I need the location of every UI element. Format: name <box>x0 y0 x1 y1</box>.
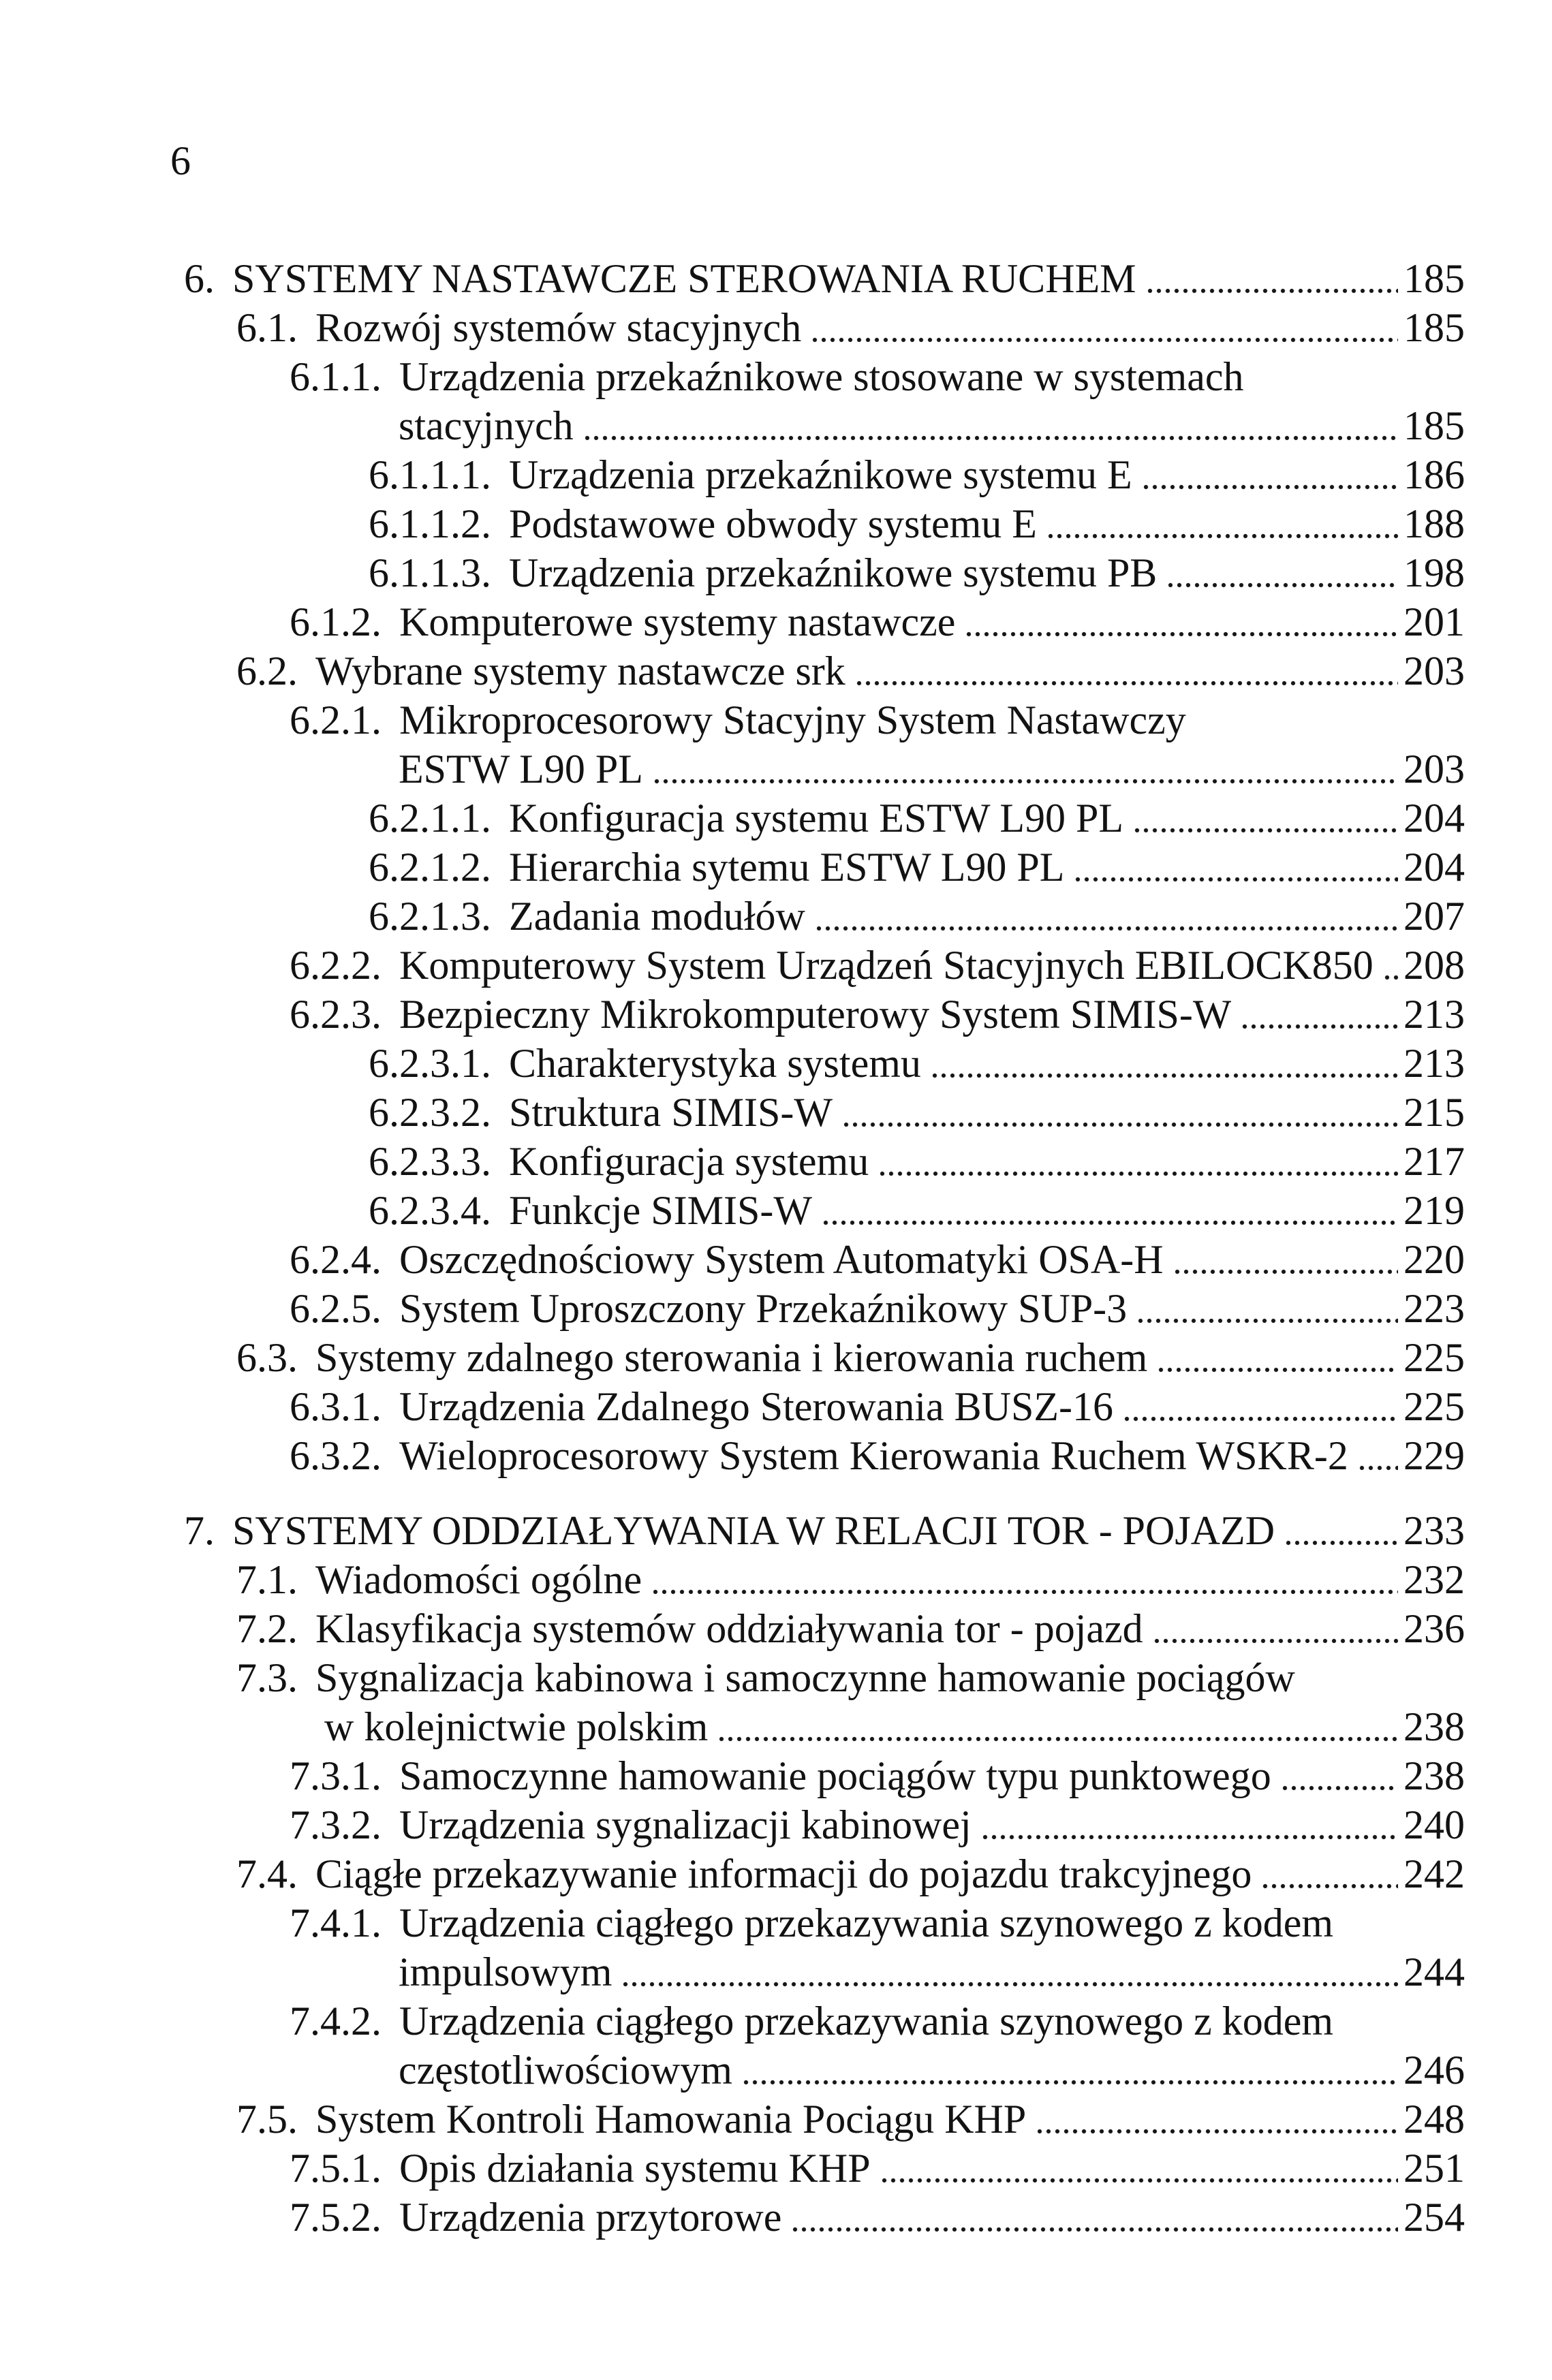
toc-entry <box>369 499 1465 548</box>
page-ref: 185 <box>1403 256 1465 301</box>
entry-number: 6.3.1. <box>290 1384 382 1429</box>
toc-entry <box>369 892 1465 941</box>
entry-title: Klasyfikacja systemów oddziaływania tor - pojazd <box>315 1606 1143 1651</box>
entry-number: 6.2.3.4. <box>369 1188 491 1233</box>
toc-entry <box>290 1284 1465 1333</box>
dot-leader <box>1136 1284 1398 1333</box>
entry-number: 6.2.1.3. <box>369 894 491 939</box>
entry-title: stacyjnych <box>399 403 574 448</box>
entry-number: 7.3. <box>236 1655 298 1700</box>
toc-entry <box>236 1333 1465 1382</box>
dot-leader <box>1281 1751 1398 1800</box>
entry-title: Opis działania systemu KHP <box>399 2146 871 2191</box>
toc-entry <box>236 1653 1465 1702</box>
entry-number: 7.4. <box>236 1851 298 1896</box>
toc-entry <box>369 1039 1465 1088</box>
entry-number: 6.2.1.2. <box>369 845 491 890</box>
toc-entry <box>290 1382 1465 1431</box>
dot-leader <box>815 892 1398 941</box>
toc-entry <box>236 2095 1465 2144</box>
page-ref: 246 <box>1403 2048 1465 2093</box>
page-ref: 207 <box>1403 894 1465 939</box>
entry-title: Konfiguracja systemu ESTW L90 PL <box>509 796 1124 841</box>
page-ref: 238 <box>1403 1753 1465 1798</box>
dot-leader <box>1284 1506 1398 1555</box>
entry-number: 6.1.1.3. <box>369 550 491 595</box>
page-ref: 223 <box>1403 1286 1465 1331</box>
entry-title: Urządzenia sygnalizacji kabinowej <box>399 1802 972 1847</box>
dot-leader <box>981 1800 1398 1849</box>
dot-leader <box>855 646 1398 695</box>
toc-entry <box>290 990 1465 1039</box>
entry-title: Komputerowe systemy nastawcze <box>399 599 956 644</box>
page-ref: 251 <box>1403 2146 1465 2191</box>
entry-number: 6.1.2. <box>290 599 382 644</box>
entry-title: Rozwój systemów stacyjnych <box>315 305 802 350</box>
toc-entry-continuation <box>399 745 1465 794</box>
page-ref: 225 <box>1403 1384 1465 1429</box>
toc-entry <box>290 941 1465 990</box>
entry-title: Ciągłe przekazywanie informacji do pojazdu trakcyjnego <box>315 1851 1252 1896</box>
dot-leader <box>791 2193 1398 2242</box>
entry-title: impulsowym <box>399 1950 612 1994</box>
page-ref: 204 <box>1403 796 1465 841</box>
toc-entry-continuation <box>399 2046 1465 2095</box>
page-ref: 248 <box>1403 2097 1465 2142</box>
entry-number: 7.1. <box>236 1557 298 1602</box>
entry-title: Urządzenia przekaźnikowe systemu PB <box>509 550 1158 595</box>
entry-number: 7. <box>184 1508 215 1553</box>
toc-entry <box>290 1800 1465 1849</box>
page-number: 6 <box>170 138 191 183</box>
entry-number: 6.1.1.2. <box>369 501 491 546</box>
dot-leader <box>1133 794 1398 843</box>
toc-entry <box>369 450 1465 499</box>
page-ref: 198 <box>1403 550 1465 595</box>
page-ref: 225 <box>1403 1335 1465 1380</box>
dot-leader <box>717 1702 1398 1751</box>
toc-entry <box>184 254 1465 303</box>
entry-number: 6.2.1. <box>290 698 382 742</box>
entry-title: Konfiguracja systemu <box>509 1139 869 1184</box>
page-ref: 220 <box>1403 1237 1465 1282</box>
toc-entry <box>369 843 1465 892</box>
dot-leader <box>1074 843 1398 892</box>
dot-leader <box>1358 1431 1398 1480</box>
entry-number: 6.2.4. <box>290 1237 382 1282</box>
dot-leader <box>842 1088 1398 1137</box>
entry-number: 6. <box>184 256 215 301</box>
dot-leader <box>822 1186 1398 1235</box>
entry-title: w kolejnictwie polskim <box>324 1704 709 1749</box>
entry-number: 6.1.1.1. <box>369 452 491 497</box>
dot-leader <box>1146 254 1398 303</box>
entry-number: 6.2.3.2. <box>369 1090 491 1135</box>
dot-leader <box>1046 499 1398 548</box>
entry-number: 6.2. <box>236 648 298 693</box>
page-ref: 213 <box>1403 1041 1465 1086</box>
toc-entry <box>290 1751 1465 1800</box>
dot-leader <box>1157 1333 1398 1382</box>
toc-entry-continuation <box>399 1947 1465 1997</box>
page-ref: 236 <box>1403 1606 1465 1651</box>
toc-entry-continuation <box>399 401 1465 450</box>
toc-entry <box>290 2144 1465 2193</box>
entry-number: 7.5.1. <box>290 2146 382 2191</box>
dot-leader <box>1241 990 1398 1039</box>
dot-leader <box>653 745 1398 794</box>
entry-title: System Uproszczony Przekaźnikowy SUP-3 <box>399 1286 1128 1331</box>
toc-entry <box>290 1997 1465 2046</box>
toc-entry <box>369 1088 1465 1137</box>
entry-title: Podstawowe obwody systemu E <box>509 501 1037 546</box>
dot-leader <box>1166 548 1398 597</box>
entry-number: 6.2.2. <box>290 943 382 988</box>
entry-number: 7.5. <box>236 2097 298 2142</box>
dot-leader <box>583 401 1398 450</box>
entry-number: 6.1. <box>236 305 298 350</box>
entry-title: Sygnalizacja kabinowa i samoczynne hamowanie pociągów <box>315 1655 1295 1700</box>
toc-entry <box>290 695 1465 745</box>
table-of-contents <box>184 254 1465 2242</box>
dot-leader <box>651 1555 1398 1604</box>
entry-number: 7.4.1. <box>290 1900 382 1945</box>
entry-title: Urządzenia ciągłego przekazywania szynowego z kodem <box>399 1999 1334 2044</box>
page-ref: 204 <box>1403 845 1465 890</box>
entry-title: Wybrane systemy nastawcze srk <box>315 648 845 693</box>
entry-title: Hierarchia sytemu ESTW L90 PL <box>509 845 1065 890</box>
entry-title: Wiadomości ogólne <box>315 1557 642 1602</box>
entry-number: 7.2. <box>236 1606 298 1651</box>
page-ref: 208 <box>1403 943 1465 988</box>
toc-entry <box>236 1849 1465 1898</box>
entry-title: SYSTEMY NASTAWCZE STEROWANIA RUCHEM <box>232 256 1136 301</box>
dot-leader <box>811 303 1398 352</box>
entry-title: Mikroprocesorowy Stacyjny System Nastawczy <box>399 698 1186 742</box>
entry-number: 6.3. <box>236 1335 298 1380</box>
page-ref: 185 <box>1403 403 1465 448</box>
page-ref: 217 <box>1403 1139 1465 1184</box>
entry-title: Urządzenia ciągłego przekazywania szynowego z kodem <box>399 1900 1334 1945</box>
toc-entry <box>290 2193 1465 2242</box>
entry-title: Charakterystyka systemu <box>509 1041 921 1086</box>
entry-title: Samoczynne hamowanie pociągów typu punktowego <box>399 1753 1271 1798</box>
entry-title: Oszczędnościowy System Automatyki OSA-H <box>399 1237 1164 1282</box>
entry-number: 7.3.1. <box>290 1753 382 1798</box>
entry-number: 6.2.3.3. <box>369 1139 491 1184</box>
dot-leader <box>1153 1604 1398 1653</box>
dot-leader <box>621 1947 1398 1997</box>
page-ref: 186 <box>1403 452 1465 497</box>
entry-title: Urządzenia przekaźnikowe systemu E <box>509 452 1132 497</box>
page-ref: 240 <box>1403 1802 1465 1847</box>
entry-title: ESTW L90 PL <box>399 747 643 792</box>
entry-number: 7.4.2. <box>290 1999 382 2044</box>
toc-entry <box>236 303 1465 352</box>
page-ref: 213 <box>1403 992 1465 1037</box>
page-ref: 238 <box>1403 1704 1465 1749</box>
entry-title: Bezpieczny Mikrokomputerowy System SIMIS-W <box>399 992 1232 1037</box>
page-ref: 232 <box>1403 1557 1465 1602</box>
toc-entry <box>290 1431 1465 1480</box>
toc-entry <box>290 1235 1465 1284</box>
entry-number: 6.1.1. <box>290 354 382 399</box>
dot-leader <box>1142 450 1398 499</box>
entry-title: Urządzenia Zdalnego Sterowania BUSZ-16 <box>399 1384 1113 1429</box>
page-ref: 185 <box>1403 305 1465 350</box>
toc-entry <box>290 1898 1465 1947</box>
dot-leader <box>1123 1382 1398 1431</box>
page-ref: 215 <box>1403 1090 1465 1135</box>
page-ref: 244 <box>1403 1950 1465 1994</box>
toc-entry <box>369 1186 1465 1235</box>
entry-title: Urządzenia przytorowe <box>399 2195 782 2240</box>
dot-leader <box>1173 1235 1398 1284</box>
entry-number: 6.3.2. <box>290 1433 382 1478</box>
toc-entry-continuation <box>324 1702 1465 1751</box>
toc-entry <box>236 1555 1465 1604</box>
dot-leader <box>1036 2095 1398 2144</box>
toc-entry <box>184 1506 1465 1555</box>
dot-leader <box>1261 1849 1398 1898</box>
page-ref: 201 <box>1403 599 1465 644</box>
toc-entry <box>290 597 1465 646</box>
toc-entry <box>369 794 1465 843</box>
entry-title: Urządzenia przekaźnikowe stosowane w systemach <box>399 354 1244 399</box>
entry-number: 6.2.3.1. <box>369 1041 491 1086</box>
toc-entry <box>369 548 1465 597</box>
toc-entry <box>236 1604 1465 1653</box>
entry-number: 7.5.2. <box>290 2195 382 2240</box>
toc-entry <box>236 646 1465 695</box>
entry-number: 6.2.1.1. <box>369 796 491 841</box>
entry-title: częstotliwościowym <box>399 2048 732 2093</box>
entry-title: Zadania modułów <box>509 894 805 939</box>
dot-leader <box>880 2144 1398 2193</box>
page-ref: 219 <box>1403 1188 1465 1233</box>
dot-leader <box>931 1039 1398 1088</box>
dot-leader <box>965 597 1398 646</box>
page-ref: 229 <box>1403 1433 1465 1478</box>
toc-entry <box>290 352 1465 401</box>
page-ref: 242 <box>1403 1851 1465 1896</box>
page-ref: 203 <box>1403 747 1465 792</box>
entry-title: Komputerowy System Urządzeń Stacyjnych EBILOCK850 <box>399 943 1373 988</box>
page-ref: 233 <box>1403 1508 1465 1553</box>
entry-title: SYSTEMY ODDZIAŁYWANIA W RELACJI TOR - POJAZD <box>232 1508 1275 1553</box>
entry-title: Struktura SIMIS-W <box>509 1090 833 1135</box>
dot-leader <box>1383 941 1398 990</box>
toc-entry <box>369 1137 1465 1186</box>
entry-title: System Kontroli Hamowania Pociągu KHP <box>315 2097 1027 2142</box>
entry-title: Wieloprocesorowy System Kierowania Ruchem WSKR-2 <box>399 1433 1348 1478</box>
entry-title: Funkcje SIMIS-W <box>509 1188 812 1233</box>
page-ref: 203 <box>1403 648 1465 693</box>
page-ref: 188 <box>1403 501 1465 546</box>
entry-number: 7.3.2. <box>290 1802 382 1847</box>
page-ref: 254 <box>1403 2195 1465 2240</box>
dot-leader <box>878 1137 1398 1186</box>
entry-number: 6.2.3. <box>290 992 382 1037</box>
dot-leader <box>742 2046 1398 2095</box>
entry-number: 6.2.5. <box>290 1286 382 1331</box>
entry-title: Systemy zdalnego sterowania i kierowania ruchem <box>315 1335 1148 1380</box>
